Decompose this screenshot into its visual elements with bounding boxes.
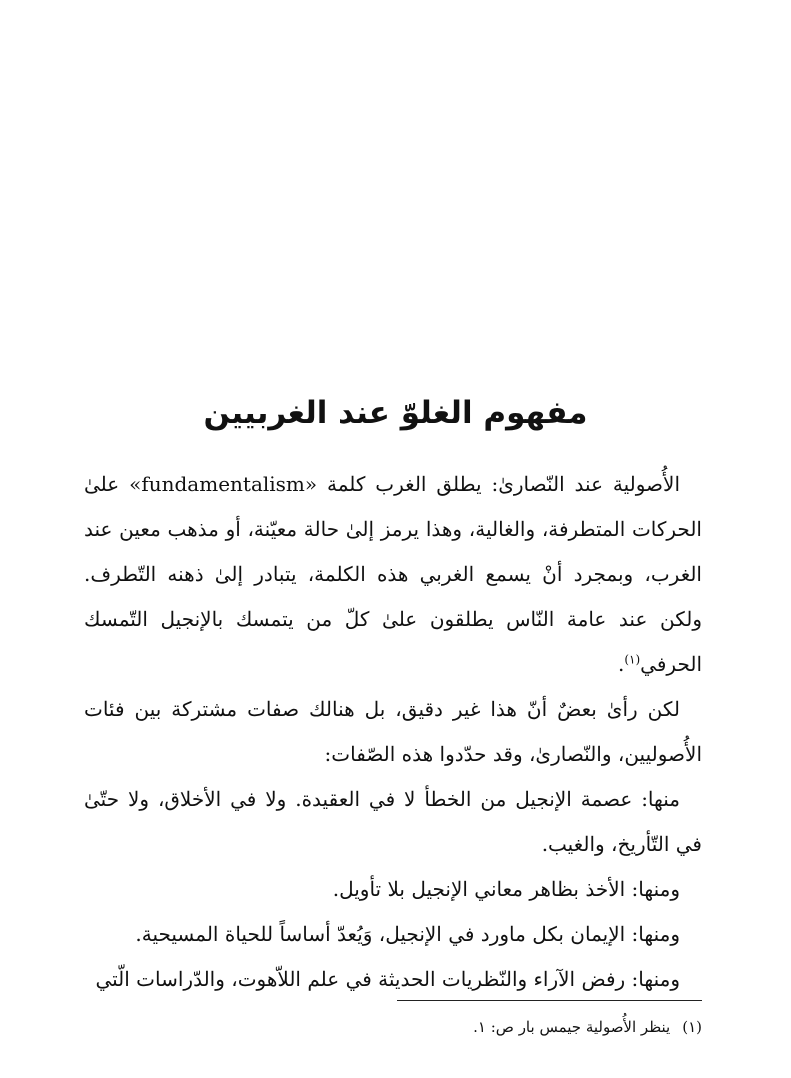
footnote-number: (١) (682, 1018, 702, 1036)
paragraph-trait-belief: ومنها: الإيمان بكل ماورد في الإنجيل، وَيُعدّ أساساً للحياة المسيحية. (135, 922, 680, 946)
latin-term: fundamentalism (141, 472, 305, 496)
body-text (84, 462, 702, 1002)
footnote (300, 1014, 702, 1040)
paragraph-text: » علىٰ الحركات المتطرفة، والغالية، وهذا يرمز إلىٰ حالة معيّنة، أو مذهب معين عند الغرب، وبمجرد أنْ يسمع الغربي هذه الكلمة، يتبادر إلىٰ ذهنه التّطرف. ولكن عند عامة النّاس يطلقون علىٰ كلّ من يتمسك بالإنجيل التّمسك الحرفي (84, 472, 702, 676)
footnote-text: ينظر الأُصولية جيمس بار ص: ١. (473, 1018, 671, 1036)
footnote-divider (397, 1000, 702, 1001)
page-title: مفهوم الغلوّ عند الغربيين (203, 395, 588, 431)
paragraph-text: . (617, 652, 625, 676)
paragraph-trait-literal-meaning: ومنها: الأخذ بظاهر معاني الإنجيل بلا تأويل. (332, 877, 680, 901)
paragraph-fundamentalism-definition (84, 462, 702, 687)
paragraph-trait-infallibility: منها: عصمة الإنجيل من الخطأ لا في العقيدة. ولا في الأخلاق، ولا حتّىٰ في التّأريخ، والغيب. (84, 787, 702, 856)
paragraph-common-traits: لكن رأىٰ بعضٌ أنّ هذا غير دقيق، بل هنالك صفات مشتركة بين فئات الأُصوليين، والنّصارىٰ، وقد حدّدوا هذه الصّفات: (84, 697, 702, 766)
paragraph-text: الأُصولية عند النّصارىٰ: يطلق الغرب كلمة « (304, 472, 681, 496)
footnote-reference[interactable]: (١) (624, 652, 641, 667)
paragraph-trait-rejection: ومنها: رفض الآراء والنّظريات الحديثة في علم اللاّهوت، والدّراسات الّتي (95, 967, 680, 991)
